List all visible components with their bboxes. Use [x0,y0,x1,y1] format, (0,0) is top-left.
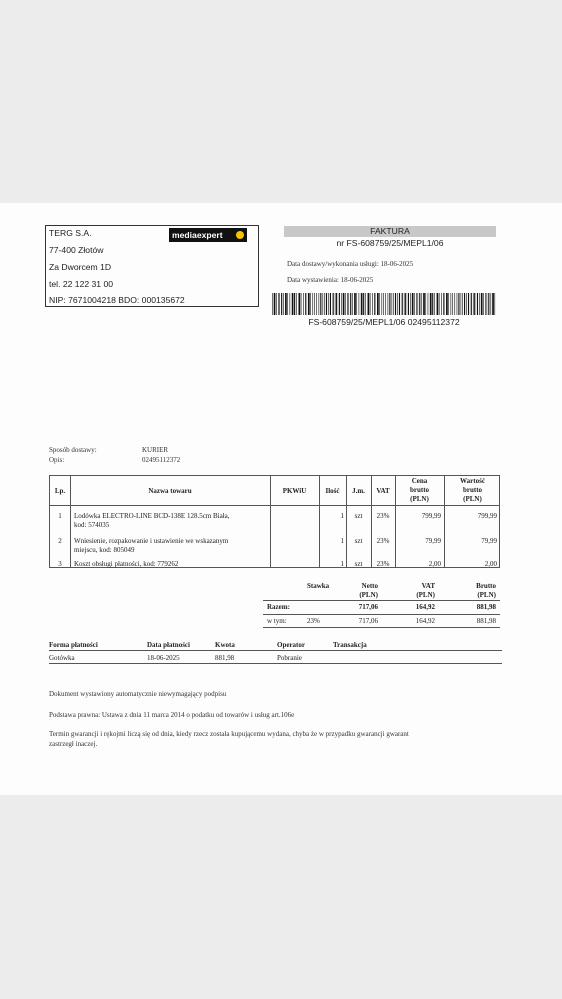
seller-name: TERG S.A. [49,228,92,238]
barcode-bar [383,293,384,315]
totals-incl-vat: 164,92 [415,617,435,625]
barcode-bar [487,293,488,315]
mediaexpert-logo [169,228,247,242]
barcode-bar [305,293,306,315]
row1-price: 799,99 [421,512,441,520]
barcode-bar [443,293,444,315]
barcode-bar [458,293,459,315]
barcode-bar [462,293,463,315]
barcode-bar [377,293,379,315]
payment-header-transaction: Transakcja [333,641,367,649]
payment-operator: Pobranie [277,654,302,662]
barcode-bar [416,293,417,315]
barcode-bar [303,293,304,315]
barcode-bar [372,293,373,315]
barcode-bar [328,293,329,315]
totals-header-vat-2: (PLN) [416,591,435,599]
row1-vat: 23% [376,512,390,520]
barcode-bar [348,293,349,315]
totals-incl-gross: 881,98 [476,617,496,625]
row2-lp: 2 [58,537,62,545]
barcode-bar [418,293,419,315]
header-qty: Ilość [325,487,340,495]
barcode-bar [392,293,393,315]
barcode-bar [473,293,474,315]
barcode-bar [485,293,486,315]
row3-qty: 1 [340,560,344,568]
barcode-bar [468,293,469,315]
header-vat: VAT [376,487,390,495]
barcode-bar [314,293,315,315]
barcode-bar [341,293,342,315]
row1-name-1: Lodówka ELECTRO-LINE BCD-138E 128.5cm Biała, [74,512,230,520]
barcode-bar [336,293,337,315]
barcode-bar [464,293,465,315]
barcode-bar [492,293,494,315]
seller-city: 77-400 Złotów [49,245,104,255]
barcode-bar [451,293,452,315]
header-price-3: (PLN) [410,495,429,503]
items-table [49,475,500,568]
barcode-bar [363,293,364,315]
barcode-bar [454,293,455,315]
barcode-bar [323,293,324,315]
bottom-background [0,795,562,999]
header-price-2: brutto [409,486,430,494]
totals-header-rate: Stawka [307,582,330,590]
header-value-2: brutto [462,486,483,494]
row2-name-2: miejscu, kod: 805049 [74,546,135,554]
payment-header-form: Forma płatności [49,641,98,649]
barcode-bar [345,293,346,315]
barcode-bar [281,293,282,315]
barcode-bar [425,293,426,315]
payment-header-amount: Kwota [215,641,235,649]
barcode-bar [437,293,439,315]
barcode-bar [404,293,405,315]
row2-name-1: Wniesienie, rozpakowanie i ustawienie we wskazanym [74,537,229,545]
totals-incl-net: 717,06 [358,617,378,625]
row3-value: 2,00 [484,560,497,568]
barcode-bar [274,293,276,315]
delivery-method-value: KURIER [142,446,169,454]
barcode-bar [343,293,345,315]
row1-lp: 1 [58,512,62,520]
barcode-bar [354,293,356,315]
barcode-bar [374,293,375,315]
barcode-bar [414,293,415,315]
barcode-text: FS-608759/25/MEPL1/06 02495112372 [308,317,460,327]
barcode-bar [402,293,403,315]
top-background [0,0,562,200]
barcode-bar [368,293,370,315]
barcode-bar [370,293,371,315]
barcode-bar [296,293,297,315]
barcode-bar [335,293,336,315]
barcode-bar [356,293,357,315]
barcode-bar [285,293,287,315]
row1-qty: 1 [340,512,344,520]
barcode-bar [359,293,360,315]
barcode-bar [399,293,400,315]
barcode-bar [488,293,489,315]
invoice-number: nr FS-608759/25/MEPL1/06 [336,238,444,248]
header-value-1: Wartość [460,477,485,485]
barcode-bar [352,293,353,315]
payment-form: Gotówka [49,654,75,662]
seller-phone: tel. 22 122 31 00 [49,279,114,289]
note-warranty-2: zastrzegł inaczej. [49,740,98,748]
barcode-bar [479,293,480,315]
note-warranty-1: Termin gwarancji i rękojmi liczą się od dnia, kiedy rzecz została kupującemu wydana, chyba że w przypadku gwarancji gwarant [49,730,409,738]
barcode-bar [365,293,366,315]
barcode [272,293,496,315]
barcode-bar [276,293,277,315]
totals-header-net-2: (PLN) [359,591,378,599]
header-divider [50,505,499,506]
row3-unit: szt [354,560,363,568]
header-price-1: Cena [411,477,428,485]
barcode-bar [283,293,284,315]
barcode-bar [312,293,313,315]
barcode-bar [457,293,458,315]
barcode-bar [333,293,334,315]
barcode-bar [439,293,440,315]
barcode-bar [477,293,478,315]
barcode-bar [397,293,398,315]
barcode-bar [434,293,435,315]
row3-vat: 23% [376,560,390,568]
header-value-3: (PLN) [463,495,482,503]
totals-sum-gross: 881,98 [476,603,496,611]
barcode-bar [471,293,472,315]
barcode-bar [272,293,273,315]
barcode-bar [421,293,422,315]
row2-qty: 1 [340,537,344,545]
barcode-bar [294,293,295,315]
row2-unit: szt [354,537,363,545]
totals-divider-bottom [263,627,500,628]
barcode-bar [299,293,301,315]
description-label: Opis: [49,456,65,464]
totals-header-gross-2: (PLN) [477,591,496,599]
barcode-bar [279,293,280,315]
row1-value: 799,99 [477,512,497,520]
totals-divider-mid [263,614,500,615]
barcode-bar [324,293,325,315]
barcode-bar [292,293,294,315]
barcode-bar [301,293,302,315]
barcode-bar [432,293,433,315]
barcode-bar [326,293,327,315]
row1-name-2: kod: 574035 [74,521,110,529]
payment-header-date: Data płatności [147,641,190,649]
barcode-bar [310,293,311,315]
header-unit: J.m. [352,487,365,495]
barcode-bar [320,293,321,315]
header-lp: Lp. [54,487,66,495]
header-pkwiu: PKWiU [282,487,307,495]
barcode-bar [466,293,467,315]
row3-price: 2,00 [428,560,441,568]
barcode-bar [319,293,320,315]
barcode-bar [423,293,425,315]
barcode-bar [379,293,380,315]
barcode-bar [412,293,414,315]
barcode-bar [408,293,409,315]
barcode-bar [339,293,340,315]
barcode-bar [483,293,484,315]
barcode-bar [481,293,483,315]
barcode-bar [461,293,462,315]
totals-sum-label: Razem: [267,603,290,611]
barcode-bar [452,293,453,315]
barcode-bar [385,293,386,315]
barcode-bar [389,293,390,315]
issue-date: Data wystawienia: 18-06-2025 [287,276,374,284]
totals-sum-vat: 164,92 [415,603,435,611]
barcode-bar [410,293,411,315]
totals-divider-top [263,600,500,601]
barcode-bar [441,293,442,315]
row3-lp: 3 [58,560,62,568]
barcode-bar [393,293,394,315]
logo-arrow-icon [236,231,244,239]
barcode-bar [361,293,363,315]
totals-sum-net: 717,06 [358,603,378,611]
barcode-bar [278,293,279,315]
barcode-bar [395,293,396,315]
barcode-bar [419,293,420,315]
row1-unit: szt [354,512,363,520]
totals-header-gross-1: Brutto [476,582,496,590]
barcode-bar [330,293,331,315]
barcode-bar [316,293,317,315]
totals-header-vat-1: VAT [421,582,435,590]
header-name: Nazwa towaru [148,487,192,495]
payment-amount: 881,98 [215,654,235,662]
payment-date: 18-06-2025 [147,654,180,662]
barcode-bar [428,293,429,315]
barcode-bar [388,293,389,315]
barcode-bar [347,293,348,315]
seller-ids: NIP: 7671004218 BDO: 000135672 [49,295,185,305]
payment-divider-top [49,650,502,651]
barcode-bar [382,293,383,315]
barcode-bar [446,293,448,315]
description-value: 02495112372 [142,456,181,464]
delivery-date: Data dostawy/wykonania usługi: 18-06-2025 [287,260,414,268]
row2-price: 79,99 [425,537,441,545]
payment-header-operator: Operator [277,641,305,649]
totals-header-net-1: Netto [361,582,378,590]
barcode-bar [430,293,432,315]
row2-value: 79,99 [481,537,497,545]
totals-incl-label: w tym: [267,617,287,625]
payment-divider-bottom [49,663,502,664]
seller-street: Za Dworcem 1D [49,262,112,272]
barcode-bar [290,293,291,315]
logo-text: mediaexpert [172,230,223,240]
barcode-bar [287,293,288,315]
barcode-bar [405,293,406,315]
invoice-title: FAKTURA [284,226,496,237]
row2-vat: 23% [376,537,390,545]
barcode-bar [474,293,475,315]
barcode-bar [448,293,449,315]
note-auto-generated: Dokument wystawiony automatycznie niewymagający podpisu [49,690,227,698]
barcode-bar [491,293,492,315]
delivery-method-label: Sposób dostawy: [49,446,97,454]
totals-incl-rate: 23% [307,617,320,625]
barcode-bar [495,293,496,315]
barcode-bar [308,293,310,315]
note-legal-basis: Podstawa prawna: Ustawa z dnia 11 marca 2014 o podatku od towarów i usług art.106e [49,711,295,719]
row3-name-1: Koszt obsługi płatności, kod: 779262 [74,560,179,568]
barcode-bar [350,293,351,315]
